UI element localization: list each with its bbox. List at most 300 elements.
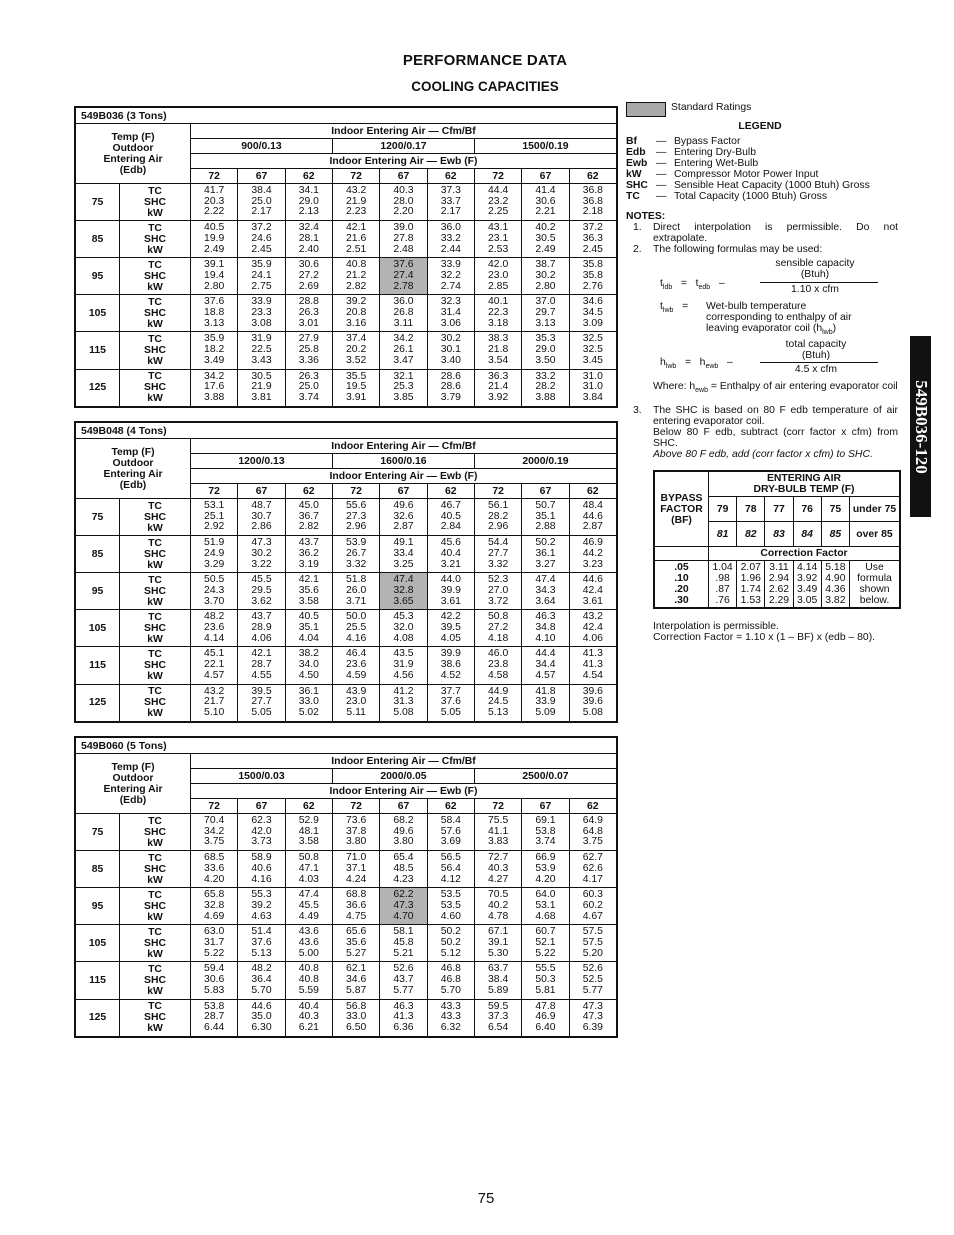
cell-value: 31.0: [582, 370, 603, 382]
cell-value: 3.40: [440, 354, 461, 366]
cell-value: 64.9: [582, 815, 603, 826]
ewb-value: 72: [332, 799, 379, 814]
cell-value: 2.49: [204, 243, 225, 255]
cell-value: 44.4: [535, 648, 556, 660]
cell-value: 4.14: [204, 632, 225, 644]
cell-value: 2.51: [346, 243, 367, 255]
cell-value: 20.2: [346, 344, 367, 356]
cell-value: 3.16: [346, 317, 367, 329]
bf-values-row: [655, 561, 900, 608]
cell-value: 2.13: [298, 206, 319, 218]
data-cell: [474, 888, 521, 925]
table-row: [76, 647, 617, 684]
cell-value: 45.8: [393, 937, 414, 949]
row-label: SHC: [144, 974, 166, 986]
cell-value: 48.5: [393, 862, 414, 874]
legend-item: [626, 158, 758, 169]
data-cell: [380, 258, 427, 295]
bf-temp-bottom: 81: [709, 522, 737, 547]
temp-header: [76, 439, 191, 499]
cell-value: 40.8: [298, 963, 319, 975]
cell-value: 34.6: [346, 974, 367, 986]
bf-temp-bottom: 82: [737, 522, 765, 547]
note-1: [633, 222, 898, 244]
cell-value: 48.7: [251, 500, 272, 511]
formula-where: Where: $h_{ewb}$ = Enthalpy of air entering evaporator coil: [653, 381, 898, 395]
cell-value: 27.0: [488, 584, 509, 596]
data-cell: [332, 536, 379, 573]
cell-value: 4.63: [251, 910, 272, 922]
data-cell: [427, 999, 474, 1036]
cell-value: 66.9: [535, 852, 556, 864]
cell-value: 5.21: [393, 947, 414, 959]
cell-value: 39.6: [582, 696, 603, 708]
cell-value: 28.6: [440, 381, 461, 393]
cell-value: 49.6: [393, 500, 414, 511]
cell-value: 5.59: [298, 984, 319, 996]
cell-value: 28.6: [440, 370, 461, 382]
cell-value: 4.52: [440, 669, 461, 681]
cell-value: 32.5: [582, 344, 603, 356]
cell-value: 33.2: [535, 370, 556, 382]
cell-value: 3.11: [393, 317, 414, 329]
note-text: Direct interpolation is permissible. Do not extrapolate.: [653, 222, 898, 244]
data-cell: [285, 184, 332, 221]
cell-value: 4.50: [298, 669, 319, 681]
note-2: [633, 244, 898, 255]
cell-value: 46.8: [440, 963, 461, 975]
cell-value: 2.85: [488, 280, 509, 292]
correction-value: 1.04: [712, 562, 733, 573]
data-cell: [380, 369, 427, 406]
cell-value: 45.5: [298, 899, 319, 911]
table-row: [76, 332, 617, 369]
data-cell: [238, 610, 285, 647]
data-cell: [522, 295, 569, 332]
cell-value: 45.6: [440, 537, 461, 549]
cell-value: 19.4: [204, 269, 225, 281]
cell-value: 30.7: [251, 510, 272, 522]
cell-value: 4.20: [535, 873, 556, 885]
cell-value: 2.78: [393, 280, 414, 292]
row-label: SHC: [144, 233, 166, 245]
cell-value: 26.1: [393, 344, 414, 356]
cell-value: 2.80: [204, 280, 225, 292]
ewb-value: 72: [474, 169, 521, 184]
cell-value: 4.49: [298, 910, 319, 922]
cell-value: 56.8: [346, 1000, 367, 1012]
cell-value: 24.9: [204, 547, 225, 559]
data-cell: [569, 332, 616, 369]
cell-value: 52.1: [535, 937, 556, 949]
row-label: TC: [148, 1001, 162, 1013]
legend-text: Entering Dry-Bulb: [674, 147, 757, 158]
cell-value: 5.05: [440, 706, 461, 718]
row-labels: [120, 610, 191, 647]
data-cell: [380, 962, 427, 999]
temp-header-line: Outdoor: [112, 772, 154, 784]
cell-value: 5.70: [251, 984, 272, 996]
cell-value: 43.2: [346, 185, 367, 196]
correction-value: .98: [715, 573, 730, 584]
cell-value: 5.10: [204, 706, 225, 718]
cell-value: 40.5: [204, 222, 225, 234]
data-cell: [474, 332, 521, 369]
cfm-value: 1200/0.13: [191, 454, 333, 469]
cell-value: 28.8: [298, 296, 319, 308]
data-cell: [427, 851, 474, 888]
cell-value: 52.6: [393, 963, 414, 975]
cell-value: 2.22: [204, 206, 225, 218]
bf-temp-bottom: 84: [793, 522, 821, 547]
cell-value: 2.87: [582, 521, 603, 533]
legend-title: LEGEND: [738, 121, 782, 132]
row-labels: [120, 684, 191, 721]
standard-ratings-label: Standard Ratings: [671, 102, 752, 113]
data-cell: [522, 221, 569, 258]
legend-abbr: Edb: [626, 147, 646, 158]
formula-3-num-line2: (Btuh): [801, 350, 831, 361]
cell-value: 40.5: [440, 510, 461, 522]
data-cell: [569, 962, 616, 999]
cell-value: 64.8: [582, 825, 603, 837]
correction-value: 2.07: [740, 562, 761, 573]
data-cell: [569, 999, 616, 1036]
cell-value: 4.67: [582, 910, 603, 922]
cell-value: 58.1: [393, 926, 414, 938]
formula-hlwb-lhs: $h_{lwb} = h_{ewb}$ –: [660, 357, 733, 371]
capacity-table: [75, 737, 617, 1037]
data-cell: [427, 295, 474, 332]
cell-value: 27.4: [393, 269, 414, 281]
formula-2-line3: leaving evaporator coil (h: [706, 323, 823, 334]
cell-value: 47.4: [393, 574, 414, 586]
row-label: TC: [148, 500, 162, 512]
row-label: SHC: [144, 511, 166, 523]
cell-value: 3.18: [488, 317, 509, 329]
cell-value: 45.5: [251, 574, 272, 586]
data-cell: [474, 573, 521, 610]
cell-value: 3.61: [582, 595, 603, 607]
cell-value: 68.2: [393, 815, 414, 826]
cell-value: 2.82: [298, 521, 319, 533]
note-number: 2.: [633, 244, 642, 255]
cell-value: 30.6: [535, 195, 556, 207]
cell-value: 39.5: [251, 685, 272, 697]
legend-item: [626, 147, 756, 158]
cell-value: 46.3: [393, 1000, 414, 1012]
cell-value: 62.1: [346, 963, 367, 975]
cell-value: 36.7: [298, 510, 319, 522]
cell-value: 37.6: [251, 937, 272, 949]
data-cell: [380, 221, 427, 258]
row-label: SHC: [144, 270, 166, 282]
correction-column: [709, 561, 737, 608]
cell-value: 4.58: [488, 669, 509, 681]
legend-text: Bypass Factor: [674, 136, 741, 147]
cell-value: 3.75: [582, 836, 603, 848]
data-cell: [474, 258, 521, 295]
cell-value: 33.4: [393, 547, 414, 559]
cell-value: 35.9: [251, 259, 272, 271]
cell-value: 2.48: [393, 243, 414, 255]
cell-value: 27.8: [393, 232, 414, 244]
row-label: kW: [147, 559, 163, 571]
table-row: [76, 851, 617, 888]
cell-value: 5.02: [298, 706, 319, 718]
cell-value: 3.74: [535, 836, 556, 848]
cell-value: 72.7: [488, 852, 509, 864]
cell-value: 47.3: [582, 1011, 603, 1023]
cell-value: 4.18: [488, 632, 509, 644]
row-label: kW: [147, 708, 163, 720]
data-cell: [474, 184, 521, 221]
cell-value: 38.4: [488, 974, 509, 986]
row-label: TC: [148, 333, 162, 345]
bypass-factor-table: [653, 470, 901, 609]
cell-value: 22.1: [204, 659, 225, 671]
cell-value: 33.0: [298, 696, 319, 708]
cell-value: 25.1: [204, 510, 225, 522]
cell-value: 6.36: [393, 1021, 414, 1033]
data-cell: [522, 536, 569, 573]
cell-value: 3.09: [582, 317, 603, 329]
data-cell: [238, 925, 285, 962]
cell-value: 48.4: [582, 500, 603, 511]
cell-value: 30.6: [204, 974, 225, 986]
data-cell: [569, 295, 616, 332]
ewb-value: 67: [238, 799, 285, 814]
row-labels: [120, 888, 191, 925]
data-cell: [238, 888, 285, 925]
temp-header-line: Entering Air: [103, 153, 163, 165]
data-cell: [427, 610, 474, 647]
temp-header-line: Entering Air: [103, 468, 163, 480]
formula-tldb-lhs: $t_{ldb} = t_{edb}$ –: [660, 278, 725, 292]
data-cell: [474, 610, 521, 647]
cell-value: 57.6: [440, 825, 461, 837]
cell-value: 49.6: [393, 825, 414, 837]
legend-abbr: Ewb: [626, 158, 648, 169]
cell-value: 39.1: [488, 937, 509, 949]
cell-value: 69.1: [535, 815, 556, 826]
cell-value: 4.70: [393, 910, 414, 922]
cell-value: 33.6: [204, 862, 225, 874]
formula-1-numerator: [760, 258, 870, 280]
data-cell: [569, 184, 616, 221]
cell-value: 5.00: [298, 947, 319, 959]
cell-value: 2.45: [582, 243, 603, 255]
correction-value: 1.96: [740, 573, 761, 584]
temp-header-line: Entering Air: [103, 783, 163, 795]
data-cell: [332, 332, 379, 369]
row-labels: [120, 851, 191, 888]
cell-value: 21.2: [346, 269, 367, 281]
cell-value: 4.16: [346, 632, 367, 644]
cell-value: 21.8: [488, 344, 509, 356]
row-label: kW: [147, 911, 163, 923]
cell-value: 4.54: [582, 669, 603, 681]
formula-1-fraction-line: [760, 282, 878, 283]
table-row: [76, 925, 617, 962]
cell-value: 71.0: [346, 852, 367, 864]
cell-value: 3.79: [440, 391, 461, 403]
legend-dash: —: [656, 180, 667, 191]
outdoor-temp: 85: [76, 536, 120, 573]
cell-value: 23.8: [488, 659, 509, 671]
cell-value: 36.2: [298, 547, 319, 559]
cell-value: 5.13: [251, 947, 272, 959]
row-label: SHC: [144, 863, 166, 875]
cell-value: 45.0: [298, 500, 319, 511]
data-cell: [285, 258, 332, 295]
cell-value: 33.7: [440, 195, 461, 207]
data-cell: [380, 499, 427, 536]
table-row: [76, 221, 617, 258]
cell-value: 3.85: [393, 391, 414, 403]
data-cell: [380, 684, 427, 721]
data-cell: [569, 851, 616, 888]
cell-value: 3.13: [204, 317, 225, 329]
cell-value: 3.72: [488, 595, 509, 607]
data-cell: [522, 610, 569, 647]
data-cell: [191, 925, 238, 962]
cell-value: 37.6: [204, 296, 225, 308]
cell-value: 49.1: [393, 537, 414, 549]
data-cell: [191, 962, 238, 999]
cell-value: 40.6: [251, 862, 272, 874]
cell-value: 25.0: [298, 381, 319, 393]
data-cell: [332, 888, 379, 925]
data-cell: [522, 573, 569, 610]
cell-value: 34.2: [393, 333, 414, 345]
data-cell: [569, 925, 616, 962]
cell-value: 35.6: [346, 937, 367, 949]
cell-value: 44.9: [488, 685, 509, 697]
cell-value: 39.5: [440, 622, 461, 634]
cell-value: 35.5: [346, 370, 367, 382]
ewb-header: Indoor Entering Air — Ewb (F): [191, 469, 617, 484]
capacity-table: [75, 422, 617, 722]
bf-temp-top: under 75: [849, 497, 899, 522]
cell-value: 21.9: [251, 381, 272, 393]
interp-line2: Correction Factor = 1.10 x (1 – BF) x (edb – 80).: [653, 632, 876, 643]
cell-value: 48.2: [204, 611, 225, 623]
cell-value: 27.2: [298, 269, 319, 281]
data-cell: [522, 684, 569, 721]
legend-dash: —: [656, 136, 667, 147]
cell-value: 20.8: [346, 307, 367, 319]
row-label: SHC: [144, 1012, 166, 1024]
ewb-header: Indoor Entering Air — Ewb (F): [191, 784, 617, 799]
temp-header-line: (Edb): [119, 479, 147, 491]
cell-value: 3.54: [488, 354, 509, 366]
data-cell: [332, 684, 379, 721]
outdoor-temp: 115: [76, 332, 120, 369]
entering-air-line2: DRY-BULB TEMP (F): [753, 484, 855, 495]
cell-value: 40.4: [298, 1000, 319, 1012]
cell-value: 3.84: [582, 391, 603, 403]
data-cell: [285, 888, 332, 925]
cell-value: 35.8: [582, 269, 603, 281]
data-cell: [191, 610, 238, 647]
cell-value: 3.81: [251, 391, 272, 403]
data-cell: [522, 888, 569, 925]
note-text: The following formulas may be used:: [653, 244, 823, 255]
cell-value: 62.2: [393, 889, 414, 901]
data-cell: [380, 999, 427, 1036]
cell-value: 3.64: [535, 595, 556, 607]
row-label: SHC: [144, 344, 166, 356]
data-cell: [522, 925, 569, 962]
correction-value: 1.53: [740, 595, 761, 606]
cell-value: 46.7: [440, 500, 461, 511]
cell-value: 3.22: [251, 558, 272, 570]
row-labels: [120, 499, 191, 536]
cell-value: 4.57: [204, 669, 225, 681]
cell-value: 18.8: [204, 307, 225, 319]
data-cell: [332, 814, 379, 851]
data-cell: [522, 369, 569, 406]
data-cell: [332, 962, 379, 999]
row-labels: [120, 221, 191, 258]
cell-value: 3.27: [535, 558, 556, 570]
data-cell: [191, 184, 238, 221]
cell-value: 3.43: [251, 354, 272, 366]
table-row: [76, 962, 617, 999]
row-label: SHC: [144, 307, 166, 319]
data-cell: [238, 684, 285, 721]
cell-value: 19.5: [346, 381, 367, 393]
bf-temp-top: 77: [765, 497, 793, 522]
cell-value: 68.8: [346, 889, 367, 901]
cell-value: 36.6: [346, 899, 367, 911]
row-labels: [120, 369, 191, 406]
cell-value: 50.0: [346, 611, 367, 623]
data-cell: [427, 221, 474, 258]
row-label: SHC: [144, 548, 166, 560]
outdoor-temp: 105: [76, 925, 120, 962]
cell-value: 40.4: [440, 547, 461, 559]
data-cell: [522, 999, 569, 1036]
row-label: TC: [148, 185, 162, 197]
data-cell: [285, 999, 332, 1036]
cell-value: 27.7: [251, 696, 272, 708]
cell-value: 4.05: [440, 632, 461, 644]
cell-value: 59.4: [204, 963, 225, 975]
cell-value: 50.5: [204, 574, 225, 586]
cell-value: 70.4: [204, 815, 225, 826]
cell-value: 56.1: [488, 500, 509, 511]
cell-value: 67.1: [488, 926, 509, 938]
ewb-value: 72: [474, 799, 521, 814]
data-cell: [238, 536, 285, 573]
cell-value: 2.69: [298, 280, 319, 292]
correction-value: 3.92: [797, 573, 818, 584]
row-label: TC: [148, 889, 162, 901]
table-row: [76, 369, 617, 406]
cell-value: 37.6: [440, 696, 461, 708]
row-labels: [120, 647, 191, 684]
data-cell: [238, 647, 285, 684]
row-label: kW: [147, 837, 163, 849]
cell-value: 30.5: [535, 232, 556, 244]
row-label: TC: [148, 963, 162, 975]
ewb-header: Indoor Entering Air — Ewb (F): [191, 154, 617, 169]
cell-value: 43.3: [440, 1000, 461, 1012]
cell-value: 23.2: [488, 195, 509, 207]
cell-value: 43.1: [488, 222, 509, 234]
